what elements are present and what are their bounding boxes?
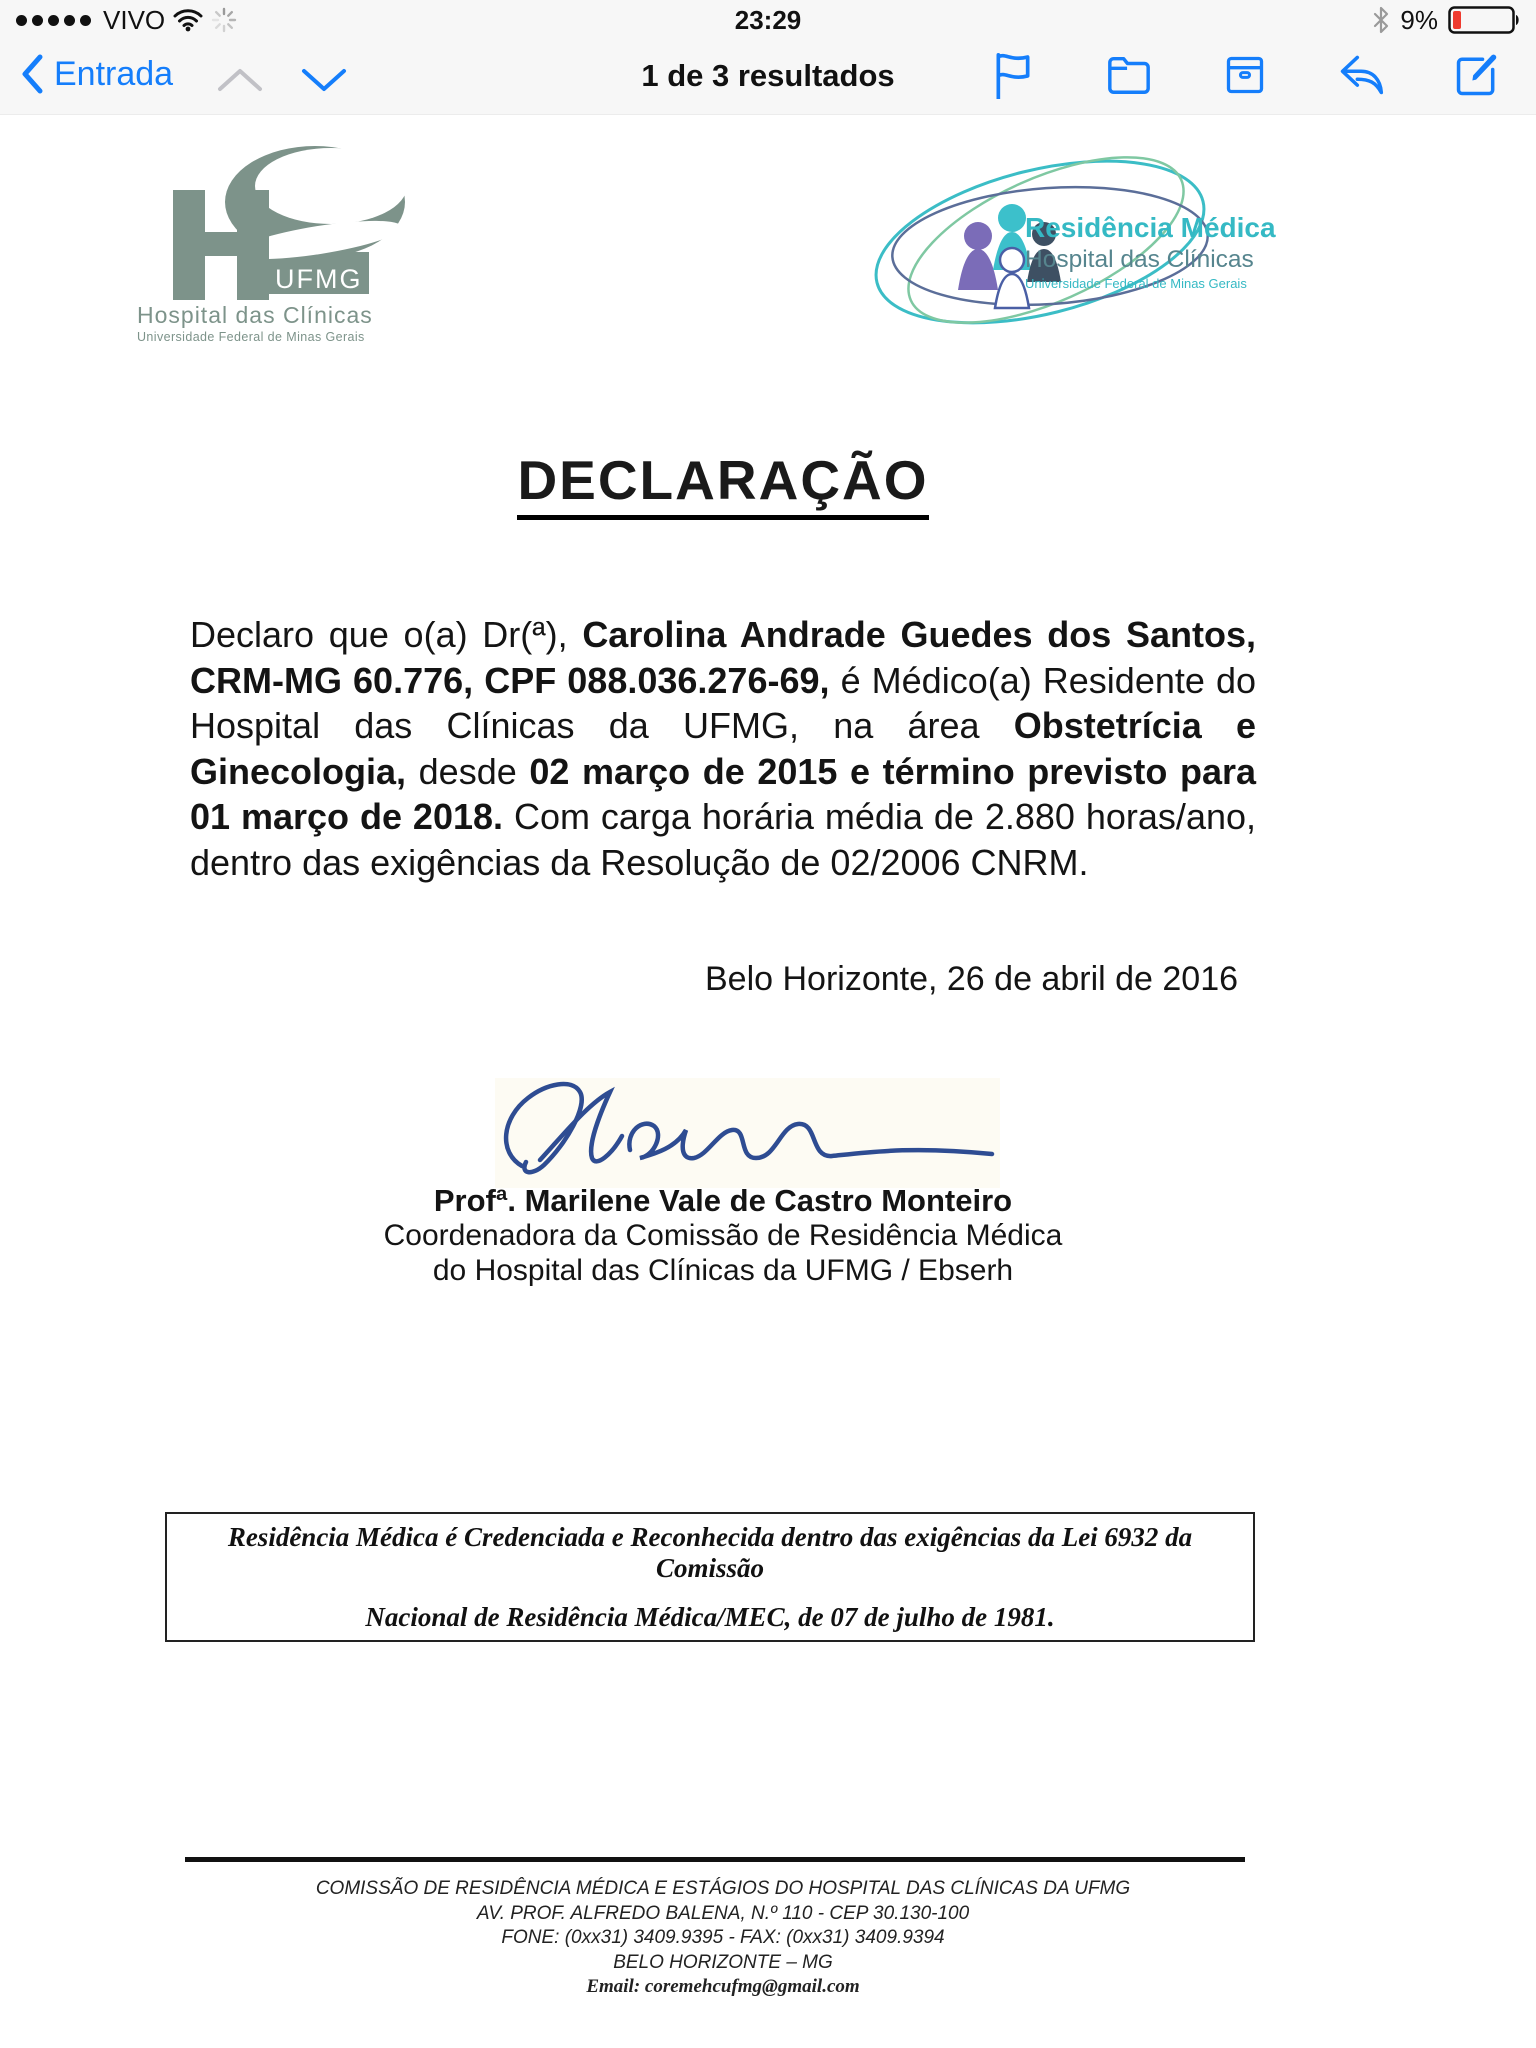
footer-line2: AV. PROF. ALFREDO BALENA, N.º 110 - CEP 30.130-100 bbox=[476, 1902, 970, 1924]
rm-logo-line1: Hospital das Clínicas bbox=[1025, 246, 1254, 273]
paragraph-segment: Carolina Andrade Guedes dos Santos, CRM-MG 60.776, CPF 088.036.276-69, bbox=[190, 614, 1256, 701]
paragraph-segment: é Médico(a) Residente do Hospital das Clínicas da UFMG, na área bbox=[190, 659, 1257, 746]
paragraph-segment: Declaro que o(a) Dr(ª), bbox=[190, 614, 583, 655]
battery-percent-label: 9% bbox=[1400, 4, 1438, 35]
reply-arrow-icon bbox=[1337, 53, 1385, 97]
hc-logo-graphic bbox=[173, 140, 408, 300]
signatory-role-line1: Coordenadora da Comissão de Residência Médica bbox=[383, 1219, 1063, 1252]
handwritten-signature bbox=[480, 1070, 1020, 1200]
document-footer bbox=[190, 1877, 1256, 2000]
document-heading bbox=[190, 448, 1256, 520]
paragraph-segment: Obstetrícia e Ginecologia, bbox=[190, 705, 1256, 792]
hc-logo-title: Hospital das Clínicas bbox=[137, 302, 373, 328]
place-date-line: Belo Horizonte, 26 de abril de 2016 bbox=[705, 960, 1239, 998]
mail-toolbar bbox=[0, 40, 1536, 115]
flag-icon bbox=[991, 51, 1035, 99]
paragraph-segment: desde bbox=[406, 750, 530, 792]
document-page bbox=[0, 115, 1536, 2048]
compose-icon bbox=[1453, 51, 1501, 99]
footer-line3: FONE: (0xx31) 3409.9395 - FAX: (0xx31) 3409.9394 bbox=[501, 1927, 945, 1948]
hc-logo-subtitle: Universidade Federal de Minas Gerais bbox=[137, 330, 365, 344]
footer-line1: COMISSÃO DE RESIDÊNCIA MÉDICA E ESTÁGIOS DO HOSPITAL DAS CLÍNICAS DA UFMG bbox=[315, 1878, 1131, 1899]
signatory-name: Profª. Marilene Vale de Castro Monteiro bbox=[433, 1183, 1013, 1218]
hc-ufmg-logo bbox=[135, 140, 425, 350]
document-heading-text: DECLARAÇÃO bbox=[517, 448, 928, 520]
archive-icon bbox=[1223, 53, 1267, 97]
accreditation-notice-box bbox=[165, 1512, 1255, 1642]
hc-logo-acronym: UFMG bbox=[275, 264, 363, 294]
battery-icon bbox=[1448, 4, 1522, 36]
notice-line1: Residência Médica é Credenciada e Reconhecida dentro das exigências da Lei 6932 da Comissão bbox=[227, 1521, 1193, 1583]
compose-button[interactable] bbox=[1454, 52, 1500, 98]
results-counter-title: 1 de 3 resultados bbox=[641, 58, 895, 93]
carrier-label: VIVO bbox=[103, 4, 166, 35]
notice-line2: Nacional de Residência Médica/MEC, de 07 de julho de 1981. bbox=[365, 1601, 1055, 1632]
back-button-label: Entrada bbox=[54, 54, 174, 93]
signatory-block bbox=[190, 1183, 1256, 1288]
move-to-folder-button[interactable] bbox=[1106, 52, 1152, 98]
paragraph-segment: Com carga horária média de 2.880 horas/ano, dentro das exigências da Resolução de 02/2006 CNRM. bbox=[190, 796, 1257, 883]
clock-label: 23:29 bbox=[734, 4, 802, 35]
bluetooth-icon bbox=[1372, 6, 1390, 34]
paragraph-segment: 02 março de 2015 e término previsto para 01 março de 2018. bbox=[190, 750, 1257, 837]
rm-logo-line2: Universidade Federal de Minas Gerais bbox=[1025, 276, 1247, 291]
declaration-paragraph bbox=[190, 612, 1256, 885]
footer-email: Email: coremehcufmg@gmail.com bbox=[586, 1976, 860, 1997]
footer-divider bbox=[185, 1857, 1245, 1862]
signatory-role-line2: do Hospital das Clínicas da UFMG / Ebserh bbox=[432, 1254, 1014, 1287]
status-bar bbox=[0, 0, 1536, 40]
rm-logo-title: Residência Médica bbox=[1025, 212, 1276, 243]
reply-button[interactable] bbox=[1338, 52, 1384, 98]
archive-button[interactable] bbox=[1222, 52, 1268, 98]
footer-line4: BELO HORIZONTE – MG bbox=[613, 1951, 833, 1973]
folder-icon bbox=[1106, 53, 1152, 97]
residencia-medica-logo bbox=[860, 150, 1290, 330]
flag-button[interactable] bbox=[990, 52, 1036, 98]
